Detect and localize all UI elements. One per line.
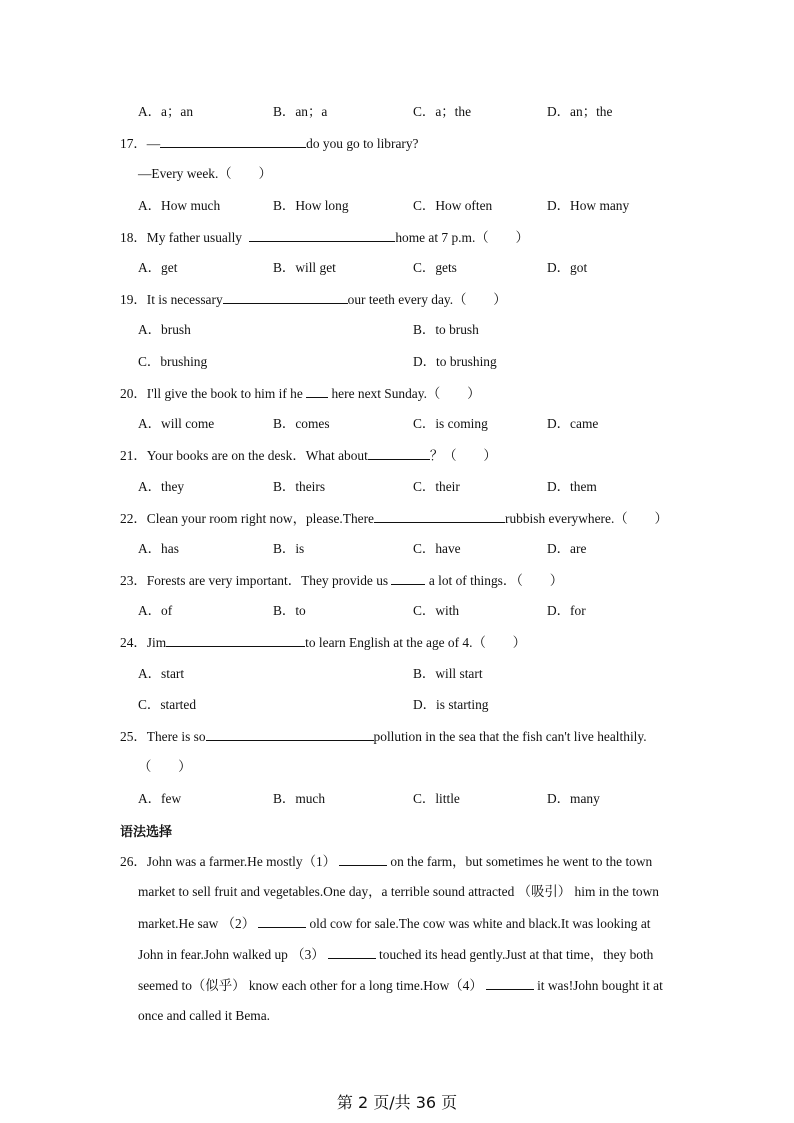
q22-before: Clean your room right now，please.There	[146, 511, 374, 526]
q26-line-4	[138, 946, 653, 963]
q26-line-5	[138, 977, 663, 994]
q19-option-c: C．brushing	[138, 354, 208, 369]
q20-option-c: C．is coming	[413, 416, 488, 431]
q26-blank-2	[258, 915, 306, 928]
q21-blank	[368, 447, 430, 460]
q21-option-c: C．their	[413, 479, 460, 494]
q26-blank-1	[339, 853, 387, 866]
q26-text: old cow for sale.The cow was white and black.It was looking at	[306, 916, 651, 931]
q18-option-b: B．will get	[273, 260, 336, 275]
q23-blank	[391, 572, 425, 585]
q17-option-d: D．How many	[547, 198, 630, 213]
q23-stem	[120, 572, 563, 589]
q20-option-a: A．will come	[138, 416, 215, 431]
q26-text: seemed to（似乎） know each other for a long time.How（4）	[138, 978, 483, 993]
q26-line-2: market to sell fruit and vegetables.One day，a terrible sound attracted （吸引） him in the town	[138, 884, 659, 899]
q23-before: Forests are very important．They provide us	[146, 573, 392, 588]
q17-option-c: C．How often	[413, 198, 493, 213]
q22-stem	[120, 510, 668, 527]
q24-option-c: C．started	[138, 697, 197, 712]
q26-blank-4	[486, 977, 534, 990]
q24-after: to learn English at the age of 4.（ ）	[305, 635, 527, 650]
q24-option-b: B．will start	[413, 666, 483, 681]
q17-number: 17．	[120, 136, 147, 151]
q22-after: rubbish everywhere.（ ）	[504, 511, 668, 526]
q22-option-b: B．is	[273, 541, 305, 556]
q19-option-b: B．to brush	[413, 322, 479, 337]
q26-text: John was a farmer.He mostly（1）	[146, 854, 337, 869]
page-number-footer: 第 2 页/共 36 页	[336, 1093, 458, 1112]
q23-option-a: A．of	[138, 603, 173, 618]
q25-number: 25．	[120, 729, 147, 744]
q25-option-b: B．much	[273, 791, 326, 806]
q26-text: on the farm，but sometimes he went to the town	[387, 854, 653, 869]
q19-before: It is necessary	[146, 292, 223, 307]
q17-answer-line: —Every week.（ ）	[138, 166, 272, 181]
q17-option-a: A．How much	[138, 198, 221, 213]
q21-stem	[120, 447, 497, 464]
q17-dash: —	[146, 136, 161, 151]
q21-option-a: A．they	[138, 479, 185, 494]
q20-stem	[120, 385, 481, 402]
q23-option-c: C．with	[413, 603, 460, 618]
q18-blank	[249, 229, 395, 242]
q17-blank	[160, 135, 306, 148]
q22-number: 22．	[120, 511, 147, 526]
q16-option-b: B．an；a	[273, 104, 328, 119]
q16-option-d: D．an；the	[547, 104, 613, 119]
q17-stem	[120, 135, 418, 152]
q24-number: 24．	[120, 635, 147, 650]
q22-blank	[374, 510, 505, 523]
q19-number: 19．	[120, 292, 147, 307]
q25-stem	[120, 728, 647, 745]
q16-option-a: A．a；an	[138, 104, 194, 119]
q26-blank-3	[328, 946, 376, 959]
q26-line-3	[138, 915, 650, 932]
q21-option-b: B．theirs	[273, 479, 326, 494]
q21-number: 21．	[120, 448, 147, 463]
q22-option-a: A．has	[138, 541, 179, 556]
q20-blank	[306, 385, 328, 398]
q19-option-d: D．to brushing	[413, 354, 497, 369]
q19-after: our teeth every day.（ ）	[347, 292, 507, 307]
q19-blank	[223, 291, 348, 304]
q18-option-c: C．gets	[413, 260, 457, 275]
q26-number: 26．	[120, 854, 147, 869]
q18-before: My father usually	[146, 230, 246, 245]
q25-blank	[206, 728, 374, 741]
q24-option-a: A．start	[138, 666, 185, 681]
q26-text: touched its head gently.Just at that time，they both	[375, 947, 654, 962]
q23-option-b: B．to	[273, 603, 306, 618]
q25-option-d: D．many	[547, 791, 600, 806]
q25-option-a: A．few	[138, 791, 182, 806]
q25-before: There is so	[146, 729, 206, 744]
q17-after: do you go to library?	[306, 136, 419, 151]
q22-option-c: C．have	[413, 541, 461, 556]
q25-after: pollution in the sea that the fish can't live healthily.	[373, 729, 647, 744]
q20-option-d: D．came	[547, 416, 599, 431]
q26-text: market.He saw （2）	[138, 916, 256, 931]
q19-option-a: A．brush	[138, 322, 191, 337]
q21-after: ？（ ）	[429, 448, 497, 463]
q23-after: a lot of things．（ ）	[425, 573, 564, 588]
q20-after: here next Sunday.（ ）	[328, 386, 481, 401]
q21-option-d: D．them	[547, 479, 597, 494]
q26-line-1	[120, 853, 652, 870]
section-title: 语法选择	[120, 825, 173, 840]
q17-option-b: B．How long	[273, 198, 349, 213]
q18-stem	[120, 229, 529, 246]
q18-number: 18．	[120, 230, 147, 245]
q23-option-d: D．for	[547, 603, 586, 618]
q18-option-a: A．get	[138, 260, 178, 275]
q24-blank	[166, 634, 305, 647]
q23-number: 23．	[120, 573, 147, 588]
q16-option-c: C．a；the	[413, 104, 472, 119]
q24-before: Jim	[146, 635, 167, 650]
q21-before: Your books are on the desk．What about	[146, 448, 368, 463]
q24-option-d: D．is starting	[413, 697, 489, 712]
q25-option-c: C．little	[413, 791, 460, 806]
q26-text: John in fear.John walked up （3）	[138, 947, 325, 962]
q20-number: 20．	[120, 386, 147, 401]
q24-stem	[120, 634, 526, 651]
q26-text: it was!John bought it at	[533, 978, 663, 993]
q19-stem	[120, 291, 507, 308]
q18-after: home at 7 p.m.（ ）	[395, 230, 529, 245]
q20-option-b: B．comes	[273, 416, 330, 431]
q22-option-d: D．are	[547, 541, 587, 556]
q26-line-6: once and called it Bema.	[138, 1008, 270, 1023]
q25-paren: （ ）	[138, 759, 192, 774]
q20-before: I'll give the book to him if he	[146, 386, 307, 401]
q18-option-d: D．got	[547, 260, 588, 275]
